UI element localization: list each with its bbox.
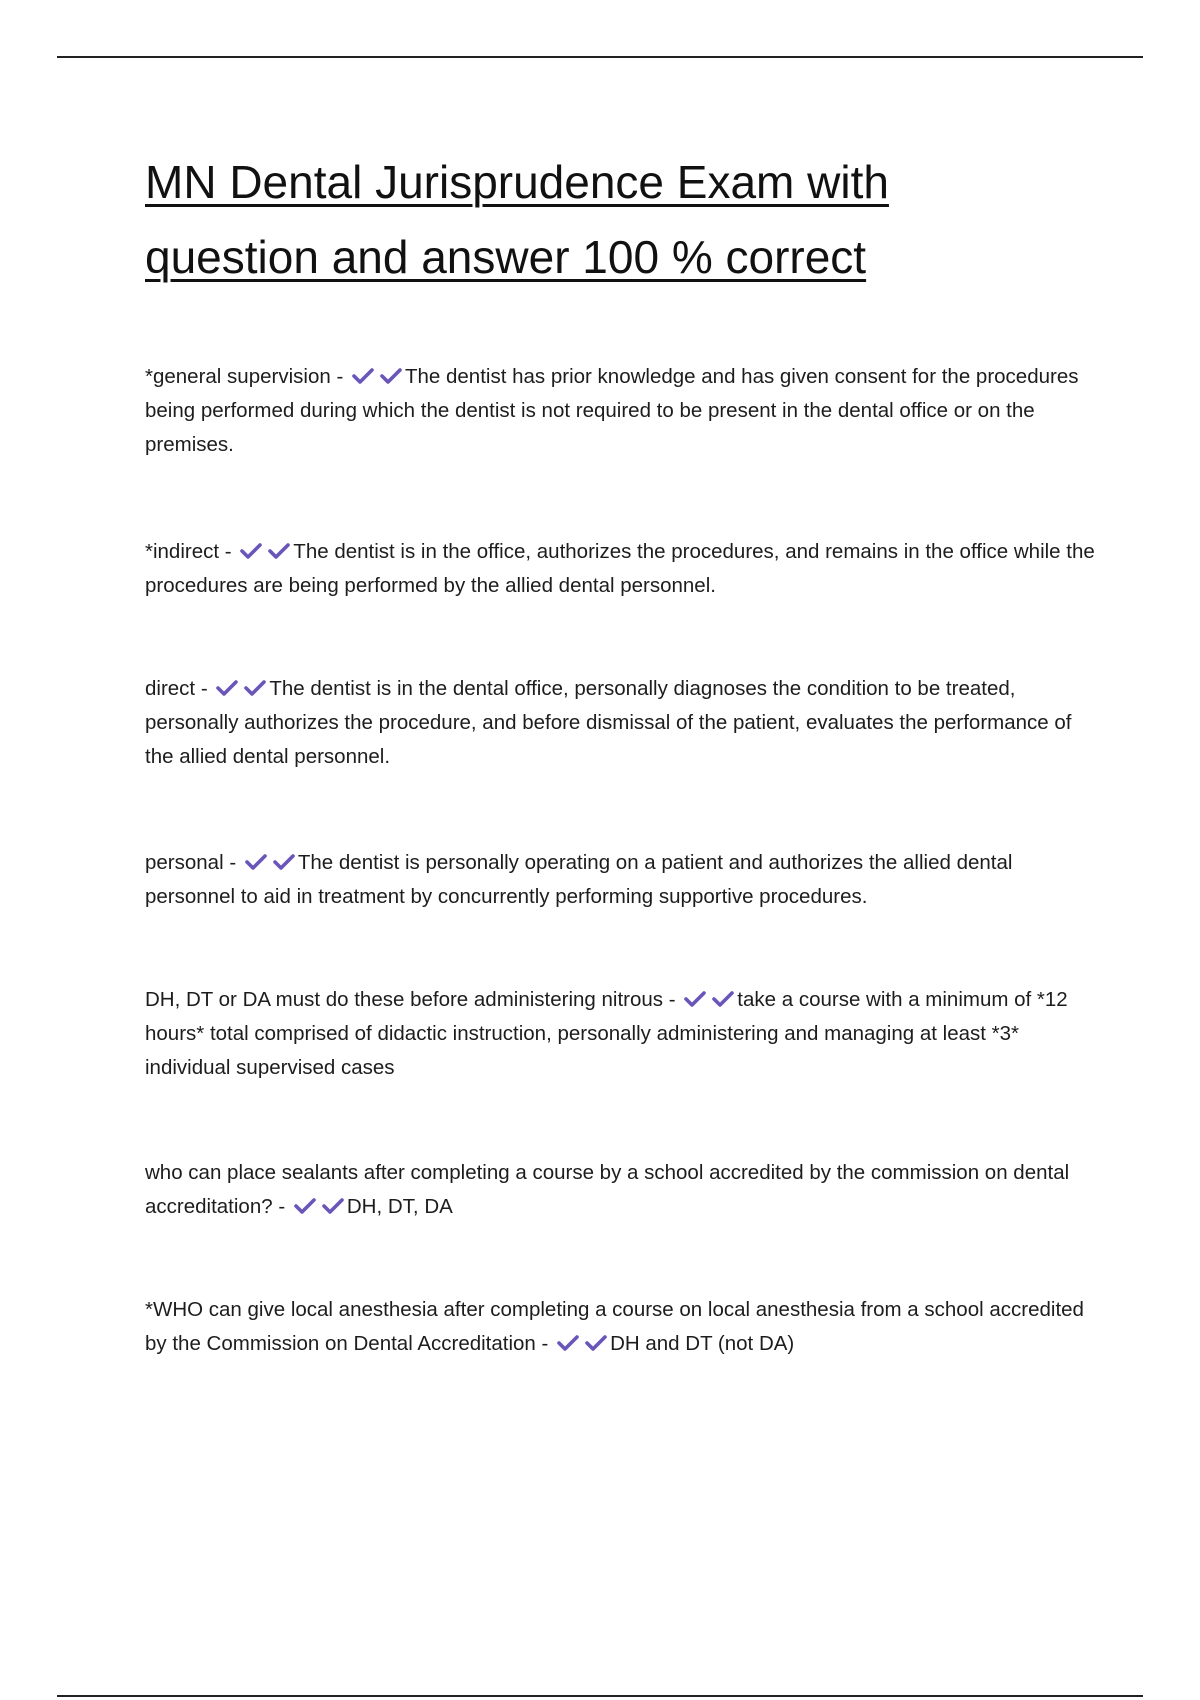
qa-answer: The dentist is in the office, authorizes the procedures, and remains in the office while the procedures are being performed by the allied dental personnel. bbox=[145, 540, 1095, 597]
check-icon bbox=[244, 852, 268, 872]
qa-answer: DH and DT (not DA) bbox=[610, 1332, 795, 1355]
qa-term: DH, DT or DA must do these before administering nitrous - bbox=[145, 988, 676, 1011]
top-rule bbox=[57, 56, 1143, 58]
qa-entry-sealants bbox=[145, 1156, 1095, 1224]
document-title bbox=[145, 145, 1125, 295]
check-icon bbox=[267, 541, 291, 561]
bottom-rule bbox=[57, 1695, 1143, 1697]
qa-answer: The dentist has prior knowledge and has given consent for the procedures being performed during which the dentist is not required to be present in the dental office or on the premises. bbox=[145, 365, 1079, 456]
qa-term: who can place sealants after completing a course by a school accredited by the commission on dental accreditation? - bbox=[145, 1161, 1070, 1218]
qa-answer: DH, DT, DA bbox=[346, 1195, 453, 1218]
qa-answer: take a course with a minimum of *12 hours* total comprised of didactic instruction, personally administering and managing at least *3* individual supervised cases bbox=[145, 988, 1068, 1079]
qa-entry-nitrous bbox=[145, 983, 1095, 1085]
check-icon bbox=[683, 989, 707, 1009]
title-line-2: question and answer 100 % correct bbox=[145, 231, 867, 283]
check-icon bbox=[351, 366, 375, 386]
qa-term: direct - bbox=[145, 677, 208, 700]
qa-term: *WHO can give local anesthesia after completing a course on local anesthesia from a school accredited by the Commission on Dental Accreditation - bbox=[145, 1298, 1084, 1355]
qa-term: *general supervision - bbox=[145, 365, 344, 388]
qa-term: personal - bbox=[145, 851, 237, 874]
check-icon bbox=[243, 678, 267, 698]
qa-entry-direct bbox=[145, 672, 1095, 774]
check-icon bbox=[584, 1333, 608, 1353]
qa-answer: The dentist is in the dental office, personally diagnoses the condition to be treated, personally authorizes the procedure, and before dismissal of the patient, evaluates the performance of the allied dental personnel. bbox=[145, 677, 1072, 768]
check-icon bbox=[379, 366, 403, 386]
check-icon bbox=[215, 678, 239, 698]
check-icon bbox=[272, 852, 296, 872]
qa-entry-indirect bbox=[145, 535, 1095, 603]
qa-entry-general-supervision bbox=[145, 360, 1095, 462]
qa-answer: The dentist is personally operating on a patient and authorizes the allied dental personnel to aid in treatment by concurrently performing supportive procedures. bbox=[145, 851, 1013, 908]
check-icon bbox=[556, 1333, 580, 1353]
check-icon bbox=[321, 1196, 345, 1216]
qa-entry-personal bbox=[145, 846, 1095, 914]
title-line-1: MN Dental Jurisprudence Exam with bbox=[145, 156, 889, 208]
qa-term: *indirect - bbox=[145, 540, 232, 563]
check-icon bbox=[239, 541, 263, 561]
qa-entry-local-anesthesia bbox=[145, 1293, 1095, 1361]
check-icon bbox=[293, 1196, 317, 1216]
check-icon bbox=[711, 989, 735, 1009]
